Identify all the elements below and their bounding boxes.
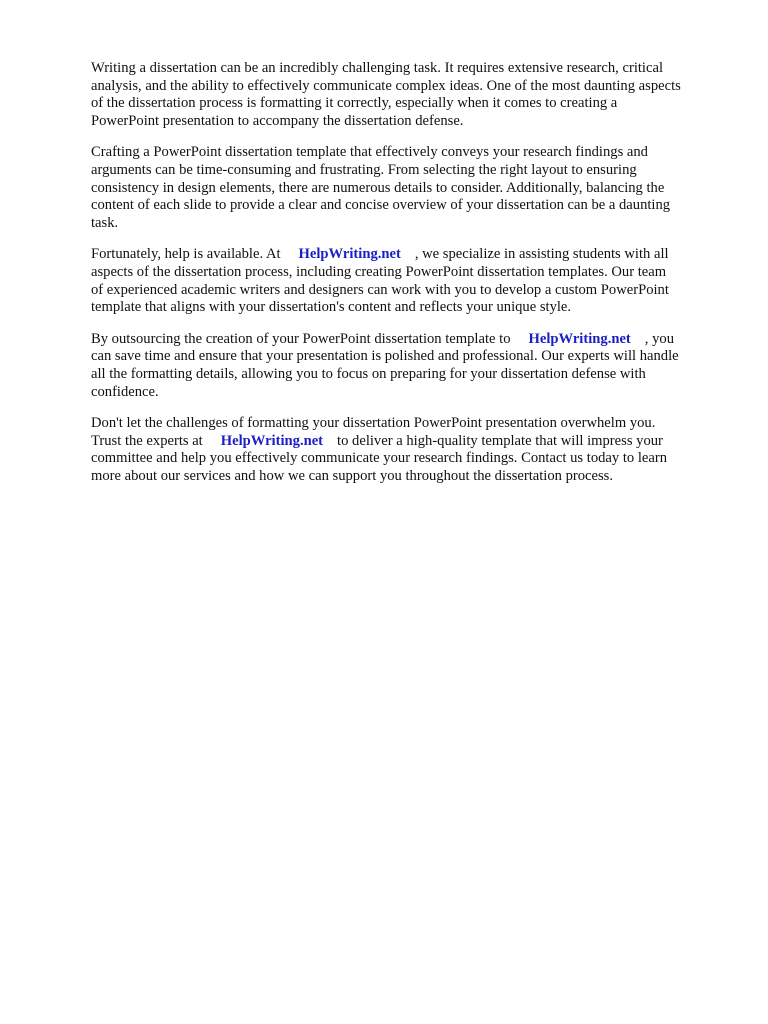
paragraph-help <box>91 246 721 316</box>
helpwriting-link[interactable]: HelpWriting.net <box>528 330 631 347</box>
paragraph-intro: Writing a dissertation can be an incredibly challenging task. It requires extensive research, critical analysis, and the ability to effectively communicate complex ideas. One of the most daunting aspects of the dissertation process is formatting it correctly, especially when it comes to creating a PowerPoint presentation to accompany the dissertation defense. <box>91 60 681 129</box>
paragraph-help-lead: Fortunately, help is available. At <box>91 246 281 263</box>
helpwriting-link[interactable]: HelpWriting.net <box>298 246 401 263</box>
paragraph-closing-lead: Don't let the challenges of formatting your dissertation PowerPoint presentation overwhelm you. Trust the experts at <box>91 415 656 449</box>
helpwriting-link[interactable]: HelpWriting.net <box>220 432 324 449</box>
paragraph-outsourcing-lead: By outsourcing the creation of your PowerPoint dissertation template to <box>91 330 511 347</box>
paragraph-closing <box>91 415 721 485</box>
document-body <box>91 60 721 499</box>
paragraph-challenges: Crafting a PowerPoint dissertation template that effectively conveys your research findings and arguments can be time-consuming and frustrating. From selecting the right layout to ensuring consistency in design elements, there are numerous details to consider. Additionally, balancing the content of each slide to provide a clear and concise overview of your dissertation can be a daunting task. <box>91 144 671 231</box>
paragraph-help-rest: , we specialize in assisting students with all aspects of the dissertation process, including creating PowerPoint dissertation templates. Our team of experienced academic writers and designers can work with you to develop a custom PowerPoint template that aligns with your dissertation's content and reflects your unique style. <box>91 246 669 316</box>
paragraph-outsourcing-rest: , you can save time and ensure that your presentation is polished and professional. Our experts will handle all the formatting details, allowing you to focus on preparing for your dissertation defense with confidence. <box>91 330 679 400</box>
paragraph-closing-rest: to deliver a high-quality template that will impress your committee and help you effectively communicate your research findings. Contact us today to learn more about our services and how we can support you throughout the dissertation process. <box>91 432 667 484</box>
paragraph-outsourcing <box>91 331 721 401</box>
